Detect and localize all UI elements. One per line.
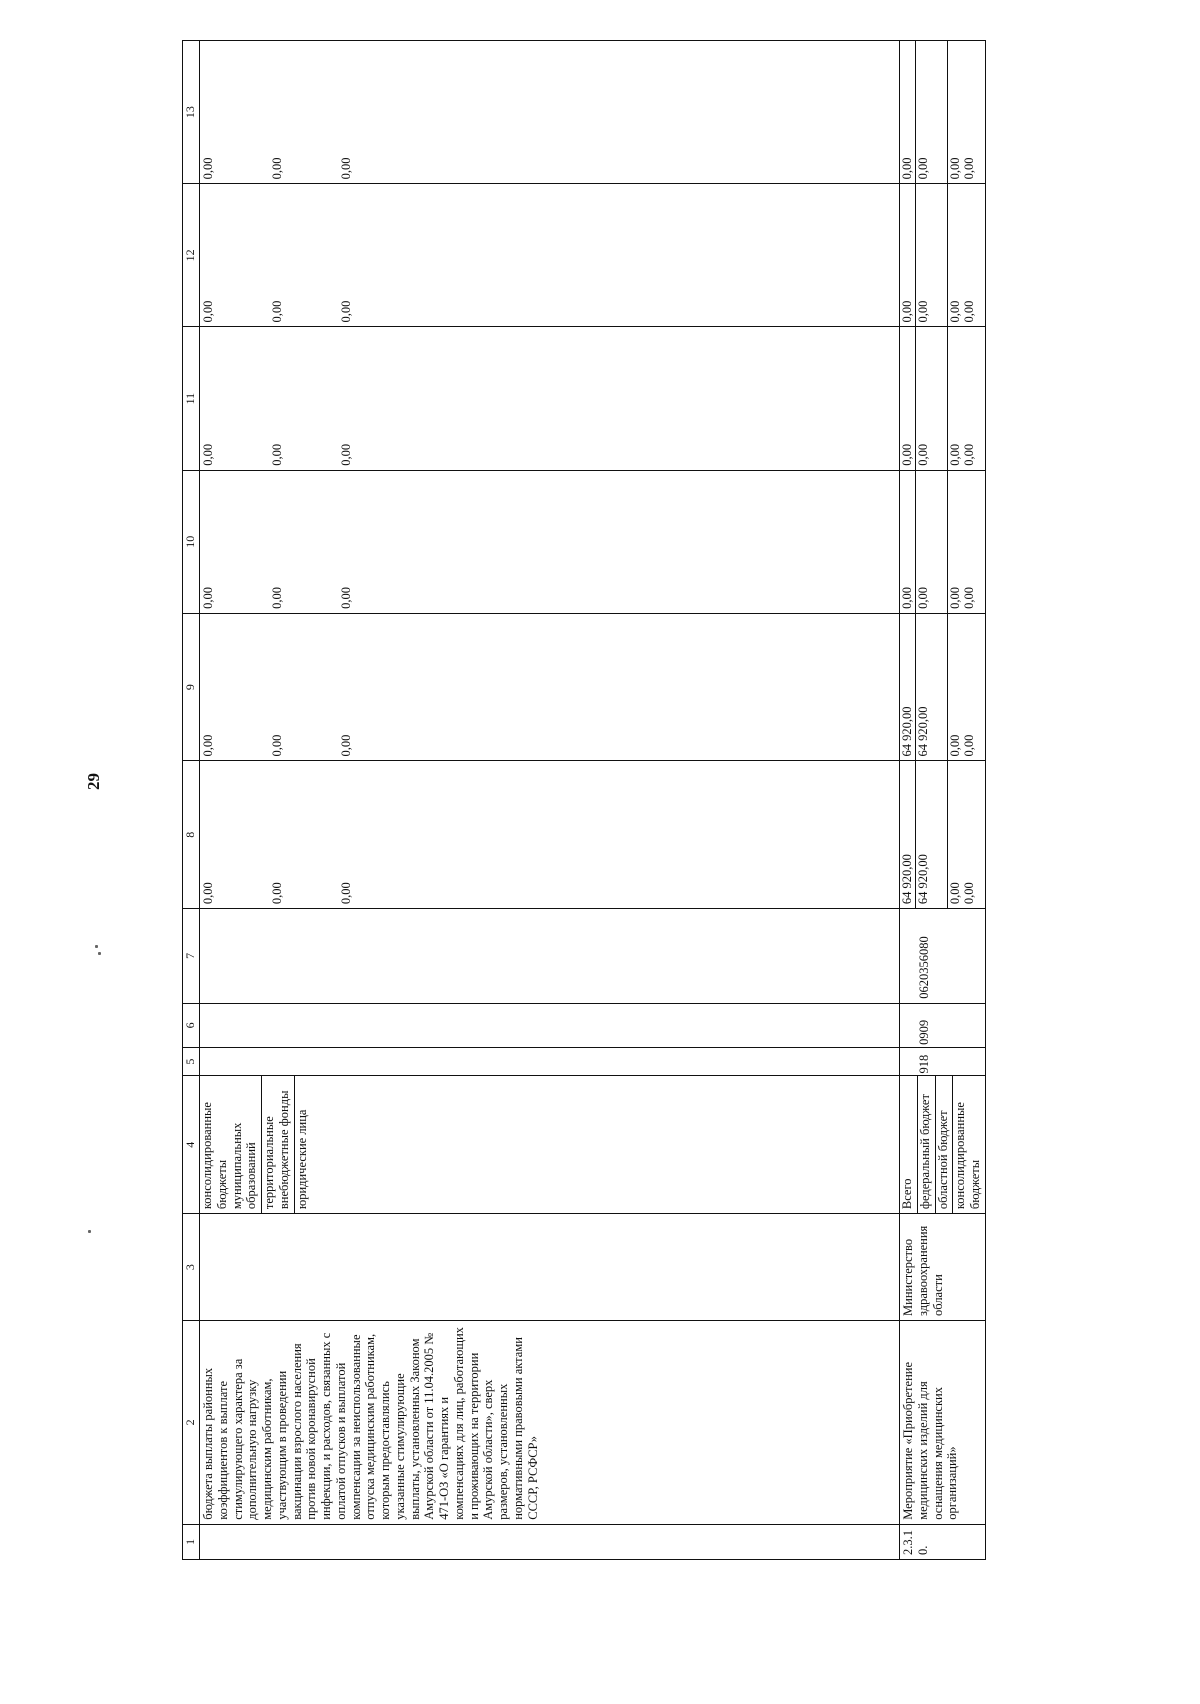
cell-target-article	[900, 909, 986, 1004]
sources-list	[900, 1076, 985, 1213]
scan-speck	[88, 1230, 91, 1233]
value: 0,00	[269, 157, 284, 180]
cell-executor: Министерство здравоохранения области	[900, 1214, 986, 1321]
cell-col1	[200, 1524, 900, 1559]
value: 0,00	[269, 587, 284, 609]
value: 64 920,00	[915, 614, 947, 761]
source-label: территориальные внебюджетные фонды	[262, 1076, 295, 1213]
col-header: 6	[183, 1003, 200, 1047]
sources-list	[200, 1076, 309, 1213]
value: 0,00	[900, 328, 915, 470]
col-header: 11	[183, 327, 200, 470]
value: 0,00	[947, 882, 962, 905]
value: 0,00	[915, 328, 947, 470]
table-row	[900, 41, 986, 1560]
cell-number: 2.3.10.	[900, 1524, 986, 1559]
value: 0,00	[338, 443, 353, 466]
cell-grbs	[900, 1047, 986, 1076]
col-header: 10	[183, 470, 200, 613]
value: 0,00	[915, 41, 947, 183]
cell-col12	[900, 184, 986, 327]
value: 64 920,00	[915, 761, 947, 908]
cell-col11	[900, 327, 986, 470]
cell-section	[900, 1003, 986, 1047]
col-header: 13	[183, 41, 200, 184]
value: 0,00	[900, 41, 915, 183]
col-header: 8	[183, 761, 200, 909]
cell-col11	[200, 327, 900, 470]
value: 0,00	[338, 157, 353, 180]
value: 0,00	[269, 734, 284, 757]
page-number: 29	[84, 773, 103, 790]
value: 0,00	[201, 443, 215, 466]
cell-col7	[200, 909, 900, 1004]
cell-col9	[200, 613, 900, 761]
value: 0,00	[338, 734, 353, 757]
value: 0,00	[915, 184, 947, 326]
col-header: 5	[183, 1047, 200, 1076]
value: 0,00	[962, 734, 977, 757]
cell-col10	[900, 470, 986, 613]
value: 0,00	[947, 734, 962, 757]
cell-col5	[200, 1047, 900, 1076]
value: 0,00	[269, 882, 284, 905]
cell-sources	[900, 1076, 986, 1214]
value: 0,00	[201, 587, 215, 609]
source-label: федеральный бюджет	[917, 1076, 935, 1213]
value: 0,00	[962, 882, 977, 905]
value: 0,00	[962, 157, 977, 180]
value: 0,00	[947, 443, 962, 466]
col-header: 3	[183, 1214, 200, 1321]
rotated-table-container	[182, 40, 1097, 1560]
cell-col4-sources	[200, 1076, 900, 1214]
source-label: юридические лица	[294, 1109, 309, 1210]
value: 64 920,00	[900, 761, 915, 908]
value: 0,00	[201, 882, 215, 905]
value: 0,00	[962, 587, 977, 609]
cell-measure-title: Мероприятие «Приобретение медицинских изделий для оснащения медицинских организаций»	[900, 1320, 986, 1524]
source-label: Всего	[900, 1076, 917, 1213]
scan-speck	[98, 952, 101, 955]
value: 0,00	[269, 300, 284, 323]
cell-col13	[900, 41, 986, 184]
cell-col8	[200, 761, 900, 909]
col-header: 2	[183, 1320, 200, 1524]
scan-speck	[95, 945, 98, 948]
cell-col9	[900, 613, 986, 761]
value: 64 920,00	[900, 614, 915, 761]
value: 0,00	[915, 471, 947, 613]
value: 0,00	[947, 587, 962, 609]
value: 0,00	[338, 587, 353, 609]
value: 0,00	[338, 300, 353, 323]
target-article-code: 0620356080	[917, 936, 931, 999]
value: 0,00	[338, 882, 353, 905]
grbs-code: 918	[917, 1054, 931, 1074]
col-header: 1	[183, 1524, 200, 1559]
cell-col13	[200, 41, 900, 184]
section-code: 0909	[917, 1019, 931, 1045]
budget-table	[182, 40, 986, 1560]
source-label: консолидированные бюджеты	[953, 1102, 982, 1210]
value: 0,00	[947, 157, 962, 180]
value: 0,00	[962, 443, 977, 466]
source-label: областной бюджет	[935, 1076, 953, 1213]
col-header: 9	[183, 613, 200, 761]
col-header: 7	[183, 909, 200, 1004]
value: 0,00	[962, 300, 977, 323]
value: 0,00	[269, 443, 284, 466]
table-row	[200, 41, 900, 1560]
value: 0,00	[201, 300, 215, 323]
cell-col10	[200, 470, 900, 613]
cell-col6	[200, 1003, 900, 1047]
cell-col12	[200, 184, 900, 327]
value: 0,00	[201, 734, 215, 757]
value: 0,00	[900, 184, 915, 326]
col-header: 12	[183, 184, 200, 327]
source-label: консолидированные бюджеты муниципальных образований	[200, 1076, 262, 1213]
cell-col2-description: бюджета выплаты районных коэффициентов к выплате стимулирующего характера за дополнительную нагрузку медицинским работникам, участвующим в проведении вакцинации взрослого населения против новой коронавирусной инфекции, и расходов, связанных с оплатой отпусков и выплатой компенсации за неиспользованные отпуска медицинским работникам, которым предоставлялись указанные стимулирующие выплаты, установленных Законом Амурской области от 11.04.2005 № 471-ОЗ «О гарантиях и компенсациях для лиц, работающих и проживающих на территории Амурской области», сверх размеров, установленных нормативными правовыми актами СССР, РСФСР»	[200, 1320, 900, 1524]
value: 0,00	[900, 471, 915, 613]
cell-col8	[900, 761, 986, 909]
col-header: 4	[183, 1076, 200, 1214]
header-row	[183, 41, 200, 1560]
cell-col3	[200, 1214, 900, 1321]
value: 0,00	[201, 157, 215, 180]
value: 0,00	[947, 300, 962, 323]
